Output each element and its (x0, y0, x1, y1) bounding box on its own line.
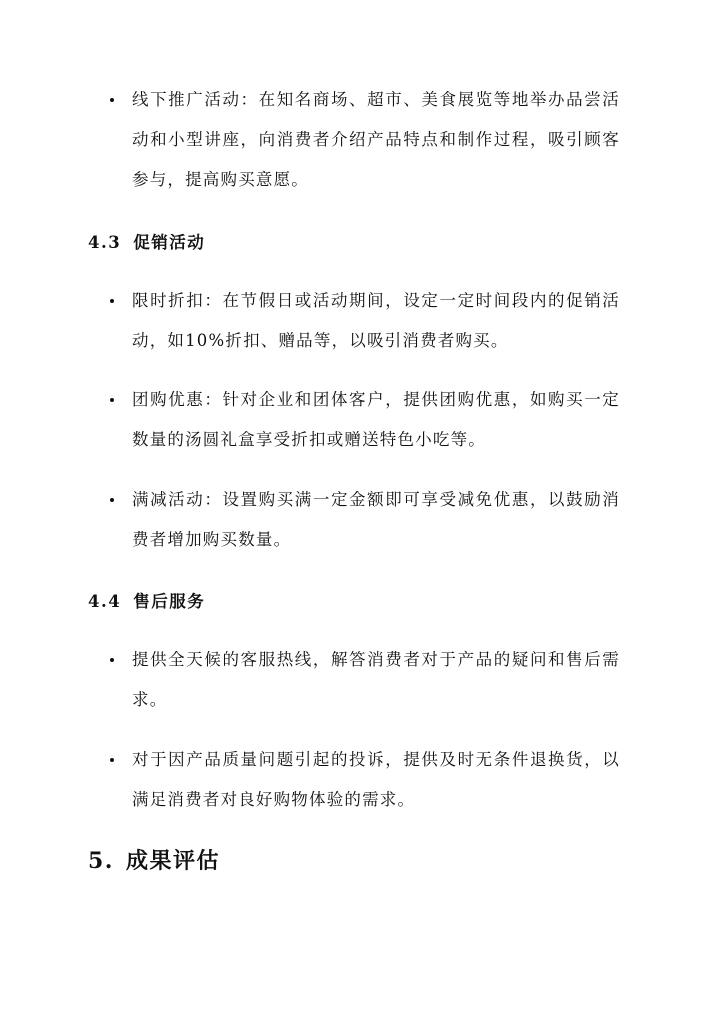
list-item-hotline (132, 640, 620, 720)
section-title: 售后服务 (133, 592, 206, 611)
list-item-offline-promotion (132, 80, 620, 200)
bullet-icon (110, 398, 114, 402)
bullet-icon (110, 498, 114, 502)
section-heading-4-3 (88, 231, 205, 255)
section-heading-5 (88, 846, 220, 876)
section-number: 5. (88, 848, 114, 874)
section-title: 促销活动 (133, 233, 206, 252)
list-item-text: 满减活动：设置购买满一定金额即可享受减免优惠，以鼓励消费者增加购买数量。 (132, 490, 620, 549)
list-item-text: 团购优惠：针对企业和团体客户，提供团购优惠，如购买一定数量的汤圆礼盒享受折扣或赠送特色小吃等。 (132, 390, 620, 449)
section-title: 成果评估 (125, 848, 220, 874)
section-number: 4.4 (88, 592, 122, 611)
list-item-return-policy (132, 740, 620, 820)
bullet-icon (110, 299, 114, 303)
list-item-text: 提供全天候的客服热线，解答消费者对于产品的疑问和售后需求。 (132, 650, 620, 709)
bullet-icon (110, 758, 114, 762)
bullet-icon (110, 98, 114, 102)
list-item-text: 限时折扣：在节假日或活动期间，设定一定时间段内的促销活动，如10%折扣、赠品等，以吸引消费者购买。 (132, 291, 620, 350)
list-item-text: 对于因产品质量问题引起的投诉，提供及时无条件退换货，以满足消费者对良好购物体验的需求。 (132, 750, 620, 809)
section-number: 4.3 (88, 233, 122, 252)
section-heading-4-4 (88, 590, 205, 614)
list-item-text: 线下推广活动：在知名商场、超市、美食展览等地举办品尝活动和小型讲座，向消费者介绍产品特点和制作过程，吸引顾客参与，提高购买意愿。 (132, 90, 620, 189)
bullet-icon (110, 658, 114, 662)
list-item-group-discount (132, 380, 620, 460)
list-item-spend-reduce (132, 480, 620, 560)
list-item-limited-discount (132, 281, 620, 361)
